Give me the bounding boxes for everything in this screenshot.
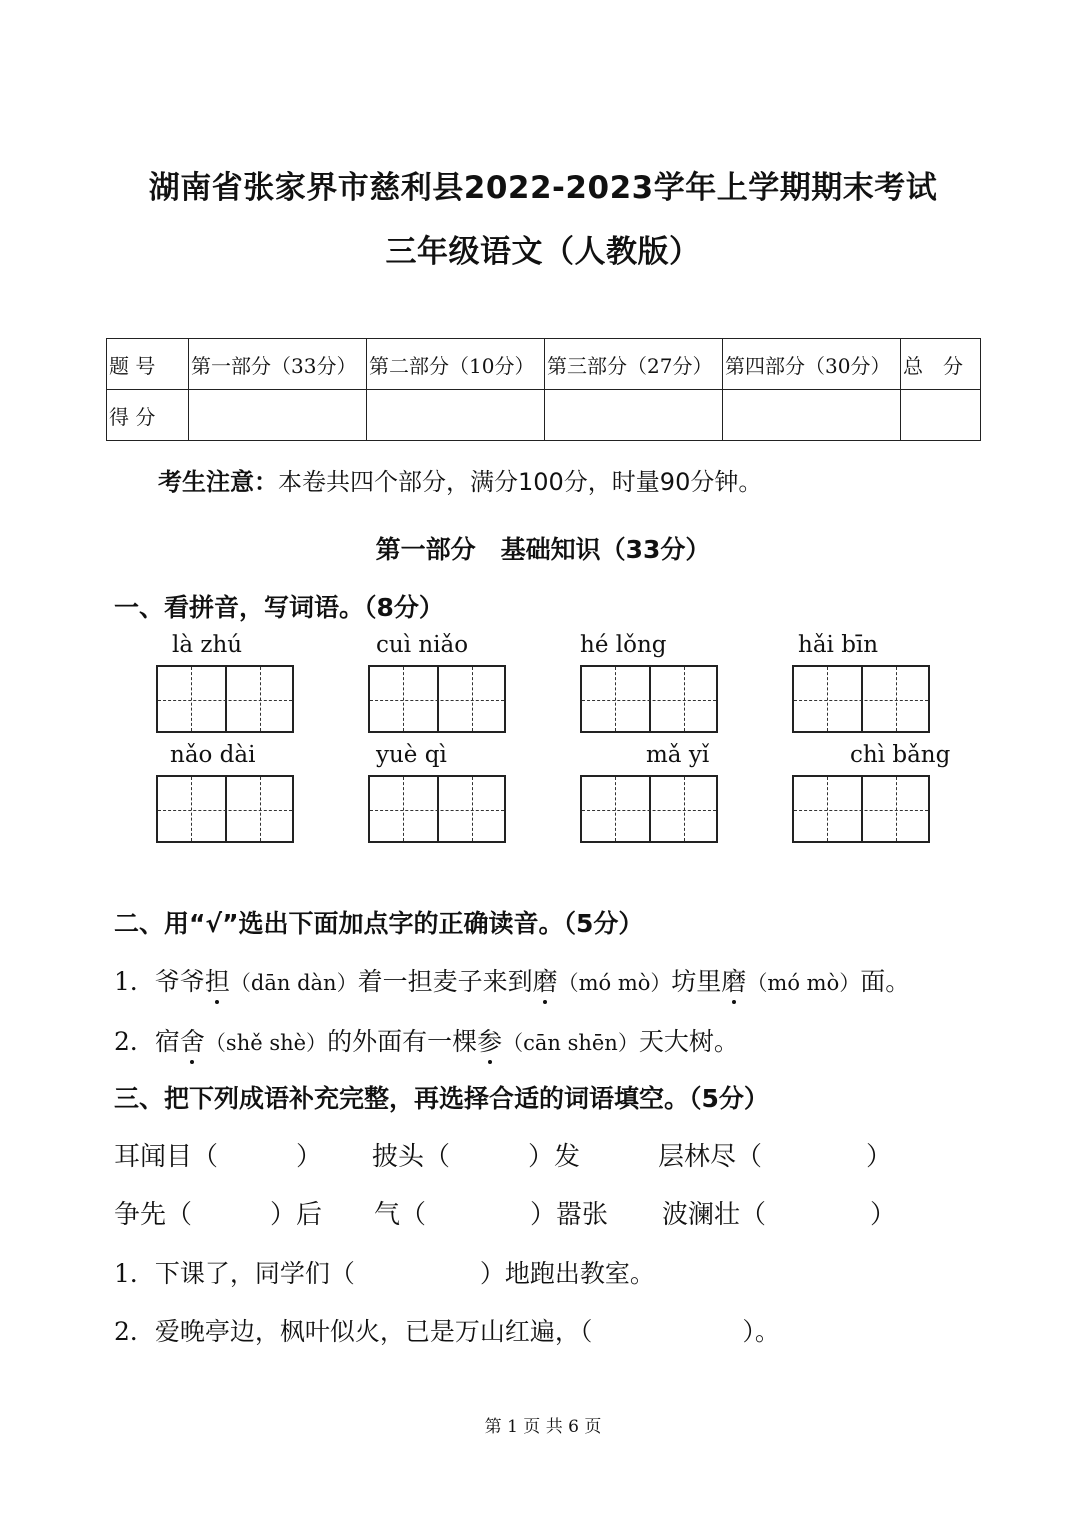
dotted-char: 舍: [180, 1022, 205, 1058]
q2-s1-text: 1．爷爷: [114, 967, 205, 996]
dotted-char: 担: [205, 962, 230, 998]
q3-heading: 三、把下列成语补充完整，再选择合适的词语填空。（5分）: [114, 1084, 769, 1113]
dotted-char: 参: [477, 1022, 502, 1058]
score-blank-cell[interactable]: [901, 390, 981, 441]
score-header-cell: 第四部分（30分）: [723, 339, 901, 390]
q2-heading: 二、用“√”选出下面加点字的正确读音。（5分）: [114, 909, 644, 938]
writing-grid[interactable]: [368, 775, 506, 843]
q2-s1-text: 着一担麦子来到: [357, 967, 533, 996]
score-blank-cell[interactable]: [545, 390, 723, 441]
q2-s2-text: 天大树。: [638, 1027, 739, 1056]
idiom-blank[interactable]: 披头（ ）发: [372, 1142, 581, 1172]
score-header-cell: 题 号: [107, 339, 189, 390]
writing-grid[interactable]: [580, 775, 718, 843]
exam-title-line1: 湖南省张家界市慈利县2022-2023学年上学期期末考试: [148, 170, 938, 206]
q2-sentence-1: [114, 962, 910, 998]
score-header-row: [107, 339, 981, 390]
score-row-label: 得 分: [107, 390, 189, 441]
pinyin-label: hǎi bīn: [798, 632, 879, 658]
pinyin-choice[interactable]: （shě shè）: [204, 1031, 328, 1055]
score-blank-cell[interactable]: [367, 390, 545, 441]
score-blank-cell[interactable]: [189, 390, 367, 441]
pinyin-label: yuè qì: [376, 742, 447, 768]
dotted-char: 磨: [721, 962, 746, 998]
q2-s2-text: 的外面有一棵: [327, 1027, 478, 1056]
writing-grid[interactable]: [156, 665, 294, 733]
idiom-blank[interactable]: 争先（ ）后: [114, 1200, 323, 1230]
pinyin-label: là zhú: [172, 632, 243, 658]
score-header-cell: 第三部分（27分）: [545, 339, 723, 390]
writing-grid[interactable]: [792, 775, 930, 843]
score-header-cell: 第一部分（33分）: [189, 339, 367, 390]
part1-title: 第一部分 基础知识（33分）: [375, 535, 711, 564]
score-table: [106, 338, 981, 441]
q2-sentence-2: [114, 1022, 739, 1058]
idiom-blank[interactable]: 波澜壮（ ）: [662, 1200, 897, 1230]
writing-grid[interactable]: [792, 665, 930, 733]
writing-grid[interactable]: [580, 665, 718, 733]
exam-title-line2: 三年级语文（人教版）: [385, 234, 701, 270]
page-footer: 第 1 页 共 6 页: [484, 1417, 602, 1437]
writing-grid[interactable]: [368, 665, 506, 733]
q2-s1-text: 坊里: [671, 967, 722, 996]
score-header-cell: 总 分: [901, 339, 981, 390]
pinyin-choice[interactable]: （dān dàn）: [229, 971, 358, 995]
pinyin-choice[interactable]: （mó mò）: [746, 971, 861, 995]
score-value-row: [107, 390, 981, 441]
pinyin-choice[interactable]: （cān shēn）: [502, 1031, 639, 1055]
score-header-cell: 第二部分（10分）: [367, 339, 545, 390]
pinyin-label: hé lǒng: [580, 632, 667, 658]
score-blank-cell[interactable]: [723, 390, 901, 441]
pinyin-label: chì bǎng: [850, 742, 951, 768]
q2-s2-text: 2．宿: [114, 1027, 180, 1056]
q3-sentence-1[interactable]: 1．下课了，同学们（ ）地跑出教室。: [114, 1259, 655, 1288]
dotted-char: 磨: [533, 962, 558, 998]
notice-label: 考生注意：: [158, 468, 278, 496]
q3-sentence-2[interactable]: 2．爱晚亭边，枫叶似火，已是万山红遍，（ ）。: [114, 1317, 780, 1346]
pinyin-label: mǎ yǐ: [646, 742, 710, 768]
exam-notice: [158, 462, 762, 497]
idiom-blank[interactable]: 耳闻目（ ）: [114, 1142, 323, 1172]
pinyin-label: cuì niǎo: [376, 632, 469, 658]
q2-s1-text: 面。: [860, 967, 911, 996]
notice-text: 本卷共四个部分，满分100分，时量90分钟。: [278, 468, 763, 496]
writing-grid[interactable]: [156, 775, 294, 843]
pinyin-choice[interactable]: （mó mò）: [557, 971, 672, 995]
pinyin-label: nǎo dài: [170, 742, 256, 768]
idiom-blank[interactable]: 气（ ）嚣张: [374, 1200, 609, 1230]
q1-heading: 一、看拼音，写词语。（8分）: [114, 593, 444, 622]
idiom-blank[interactable]: 层林尽（ ）: [658, 1142, 893, 1172]
